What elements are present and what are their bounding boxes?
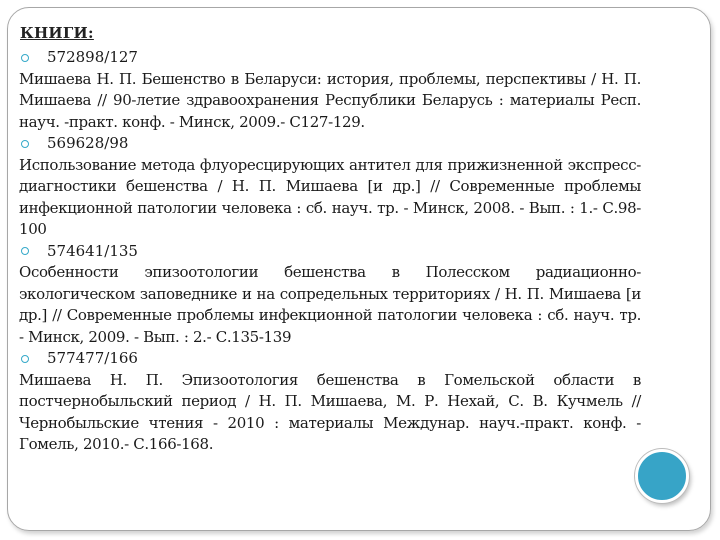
entry-citation: Использование метода флуоресцирующих антител для прижизненной экспресс-диагностики бешенства / Н. П. Мишаева [и др.] // Современные проблемы инфекционной патологии человека : сб. науч. тр. - Минск, 2008. - Вып. : 1.- С.98-100 xyxy=(19,155,641,238)
bullet-icon xyxy=(21,54,29,62)
book-entry xyxy=(19,47,641,133)
entry-code: 577477/166 xyxy=(47,349,138,367)
entry-code-row xyxy=(19,47,641,69)
book-entry xyxy=(19,348,641,456)
entry-code: 569628/98 xyxy=(47,134,129,152)
entry-code-row xyxy=(19,133,641,155)
entry-code: 572898/127 xyxy=(47,48,138,66)
entry-citation: Мишаева Н. П. Бешенство в Беларуси: история, проблемы, перспективы / Н. П. Мишаева // 90-летие здравоохранения Республики Беларусь : материалы Респ. науч. -практ. конф. - Минск, 2009.- С127-129. xyxy=(19,69,641,131)
bullet-icon xyxy=(21,355,29,363)
entry-code-row xyxy=(19,241,641,263)
entry-code: 574641/135 xyxy=(47,241,138,260)
entry-citation: Мишаева Н. П. Эпизоотология бешенства в Гомельской области в постчернобыльский период / Н. П. Мишаева, М. Р. Нехай, С. В. Кучмель // Чернобыльские чтения - 2010 : материалы Междунар. науч.-практ. конф. - Гомель, 2010.- С.166-168. xyxy=(19,370,641,453)
entry-code-row xyxy=(19,348,641,370)
entry-citation: Особенности эпизоотологии бешенства в Полесском радиационно-экологическом заповеднике и на сопредельных территориях / Н. П. Мишаева [и др.] // Современные проблемы инфекционной патологии человека : сб. науч. тр. - Минск, 2009. - Вып. : 2.- С.135-139 xyxy=(19,263,641,346)
bullet-icon xyxy=(21,247,29,255)
decorative-circle-icon xyxy=(635,449,689,503)
book-entry xyxy=(19,241,641,349)
book-list xyxy=(19,47,641,456)
book-entry xyxy=(19,133,641,241)
page-title: КНИГИ: xyxy=(20,24,94,42)
bullet-icon xyxy=(21,140,29,148)
